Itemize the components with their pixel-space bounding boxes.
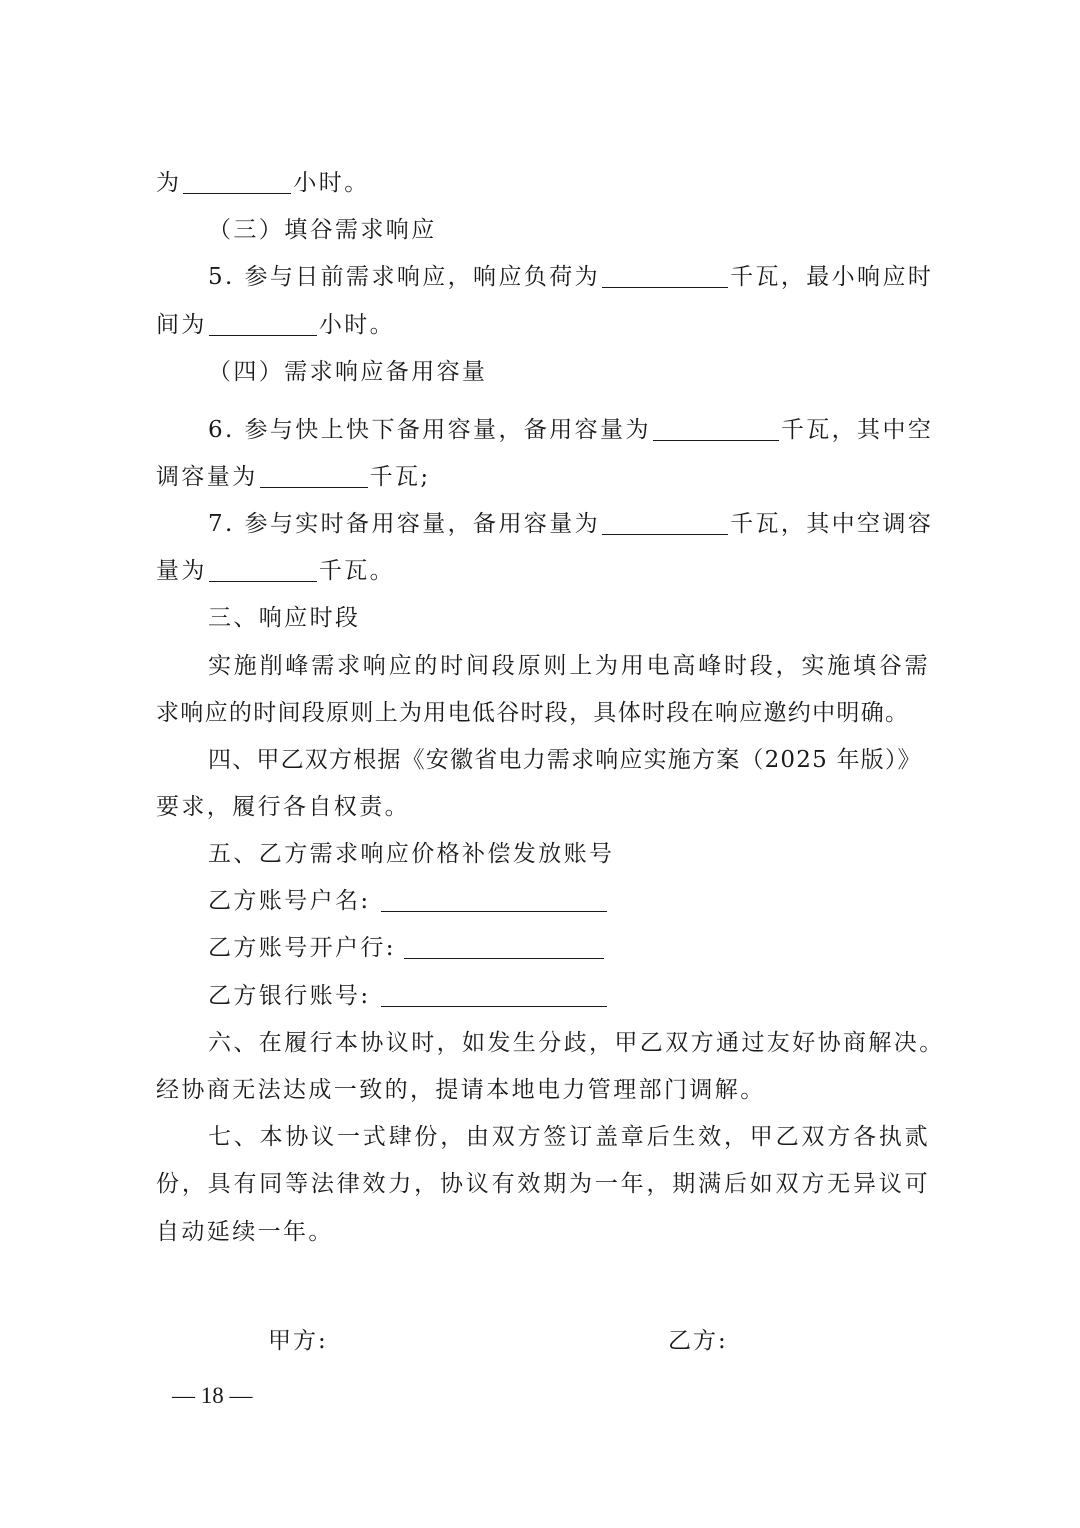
paragraph-line: 求响应的时间段原则上为用电低谷时段，具体时段在响应邀约中明确。 (156, 700, 910, 726)
paragraph-line: 七、本协议一式肆份，由双方签订盖章后生效，甲乙双方各执贰 (208, 1124, 930, 1150)
section-heading: （四）需求响应备用容量 (208, 359, 488, 385)
paragraph-line: 四、甲乙双方根据《安徽省电力需求响应实施方案（2025 年版）》 (208, 747, 922, 773)
section-heading: 三、响应时段 (208, 605, 361, 631)
blank-field[interactable] (183, 171, 291, 194)
section-heading: （三）填谷需求响应 (208, 217, 437, 243)
paragraph-line: 自动延续一年。 (156, 1219, 334, 1245)
account-bank-blank[interactable] (404, 936, 604, 959)
account-number-blank[interactable] (381, 984, 607, 1007)
item-5-line-1: 5. 参与日前需求响应，响应负荷为 千瓦，最小响应时 (208, 264, 934, 290)
item-7-line-2: 量为 千瓦。 (156, 558, 396, 584)
page-number: — 18 — (172, 1383, 253, 1408)
line-hours-continuation: 为 小时。 (156, 170, 370, 196)
item-7-line-1: 7. 参与实时备用容量，备用容量为 千瓦，其中空调容 (208, 511, 934, 537)
blank-field[interactable] (209, 313, 317, 336)
blank-field[interactable] (602, 265, 728, 288)
party-b-signature-label: 乙方: (668, 1328, 728, 1354)
account-name-blank[interactable] (381, 889, 607, 912)
blank-field[interactable] (653, 418, 779, 441)
blank-field[interactable] (209, 559, 317, 582)
paragraph-line: 六、在履行本协议时，如发生分歧，甲乙双方通过友好协商解决。 (208, 1030, 945, 1056)
paragraph-line: 份，具有同等法律效力，协议有效期为一年，期满后如双方无异议可 (156, 1171, 930, 1197)
party-a-signature-label: 甲方: (268, 1328, 328, 1354)
item-6-line-1: 6. 参与快上快下备用容量，备用容量为 千瓦，其中空 (208, 417, 934, 443)
item-6-line-2: 调容量为 千瓦; (156, 464, 431, 490)
paragraph-line: 要求，履行各自权责。 (156, 794, 410, 820)
paragraph-line: 经协商无法达成一致的，提请本地电力管理部门调解。 (156, 1077, 766, 1103)
account-name-row: 乙方账号户名: (208, 886, 930, 916)
paragraph-line: 实施削峰需求响应的时间段原则上为用电高峰时段，实施填谷需 (208, 653, 930, 679)
account-number-row: 乙方银行账号: (208, 981, 930, 1011)
blank-field[interactable] (602, 512, 728, 535)
blank-field[interactable] (260, 465, 368, 488)
item-5-line-2: 间为 小时。 (156, 312, 396, 338)
account-bank-row: 乙方账号开户行: (208, 933, 930, 963)
section-heading: 五、乙方需求响应价格补偿发放账号 (208, 841, 615, 867)
